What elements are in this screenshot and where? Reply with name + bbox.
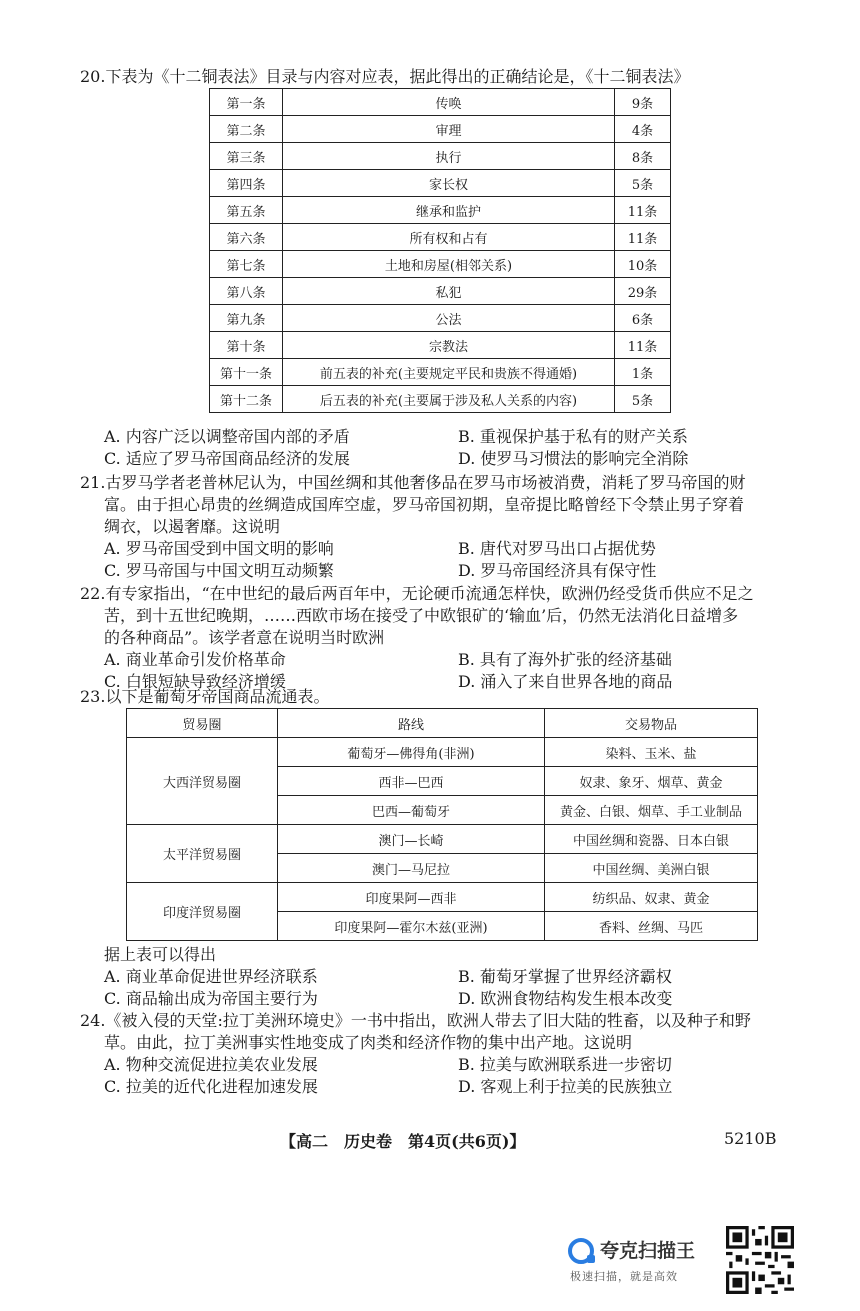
article-number: 第一条 <box>210 89 283 116</box>
article-number: 第十二条 <box>210 386 283 413</box>
q22-option-d: D. 涌入了来自世界各地的商品 <box>458 672 673 691</box>
table-row <box>210 89 671 116</box>
article-content: 私犯 <box>283 278 615 305</box>
q24-option-c: C. 拉美的近代化进程加速发展 <box>104 1077 318 1096</box>
page-footer: 【高二 历史卷 第4页(共6页)】 <box>280 1132 526 1151</box>
clause-count: 9条 <box>615 89 671 116</box>
goods-cell: 染料、玉米、盐 <box>545 738 758 767</box>
table-row <box>210 143 671 170</box>
article-number: 第六条 <box>210 224 283 251</box>
article-number: 第三条 <box>210 143 283 170</box>
q20-table <box>209 88 671 413</box>
article-content: 传唤 <box>283 89 615 116</box>
circle-atlantic: 大西洋贸易圈 <box>127 738 278 825</box>
goods-cell: 中国丝绸、美洲白银 <box>545 854 758 883</box>
table-row <box>210 116 671 143</box>
route-cell: 葡萄牙—佛得角(非洲) <box>278 738 545 767</box>
q21-stem-line3: 绸衣，以遏奢靡。这说明 <box>104 517 281 536</box>
q22-option-b: B. 具有了海外扩张的经济基础 <box>458 650 672 669</box>
route-cell: 印度果阿—霍尔木兹(亚洲) <box>278 912 545 941</box>
q22-stem-line1: 22.有专家指出，“在中世纪的最后两百年中，无论硬币流通怎样快，欧洲仍经受货币供应不足之 <box>80 584 754 603</box>
article-number: 第十一条 <box>210 359 283 386</box>
circle-indian: 印度洋贸易圈 <box>127 883 278 941</box>
table-row <box>210 278 671 305</box>
q20-option-a: A. 内容广泛以调整帝国内部的矛盾 <box>104 427 350 446</box>
article-number: 第四条 <box>210 170 283 197</box>
article-content: 执行 <box>283 143 615 170</box>
q21-stem-line2: 富。由于担心昂贵的丝绸造成国库空虚，罗马帝国初期，皇帝提比略曾经下令禁止男子穿着 <box>104 495 745 514</box>
table-header-goods: 交易物品 <box>545 709 758 738</box>
table-row <box>210 224 671 251</box>
q21-option-d: D. 罗马帝国经济具有保守性 <box>458 561 657 580</box>
q20-stem: 20.下表为《十二铜表法》目录与内容对应表，据此得出的正确结论是，《十二铜表法》 <box>80 67 690 86</box>
article-content: 宗教法 <box>283 332 615 359</box>
table-row <box>210 197 671 224</box>
quark-logo-icon <box>568 1238 594 1264</box>
table-row <box>210 305 671 332</box>
clause-count: 5条 <box>615 170 671 197</box>
article-number: 第五条 <box>210 197 283 224</box>
q24-option-b: B. 拉美与欧洲联系进一步密切 <box>458 1055 672 1074</box>
table-row <box>210 386 671 413</box>
table-header-circle: 贸易圈 <box>127 709 278 738</box>
article-content: 土地和房屋(相邻关系) <box>283 251 615 278</box>
article-content: 后五表的补充(主要属于涉及私人关系的内容) <box>283 386 615 413</box>
route-cell: 澳门—长崎 <box>278 825 545 854</box>
circle-pacific: 太平洋贸易圈 <box>127 825 278 883</box>
watermark-name: 夸克扫描王 <box>600 1240 696 1262</box>
clause-count: 5条 <box>615 386 671 413</box>
q21-stem-line1: 21.古罗马学者老普林尼认为，中国丝绸和其他奢侈品在罗马市场被消费，消耗了罗马帝国的财 <box>80 473 746 492</box>
qr-code-icon <box>726 1226 794 1294</box>
clause-count: 10条 <box>615 251 671 278</box>
watermark-slogan: 极速扫描，就是高效 <box>570 1270 678 1283</box>
article-number: 第十条 <box>210 332 283 359</box>
q20-option-b: B. 重视保护基于私有的财产关系 <box>458 427 688 446</box>
table-header-route: 路线 <box>278 709 545 738</box>
route-cell: 西非—巴西 <box>278 767 545 796</box>
q24-option-a: A. 物种交流促进拉美农业发展 <box>104 1055 318 1074</box>
goods-cell: 奴隶、象牙、烟草、黄金 <box>545 767 758 796</box>
article-content: 前五表的补充(主要规定平民和贵族不得通婚) <box>283 359 615 386</box>
q23-stem: 23.以下是葡萄牙帝国商品流通表。 <box>80 687 330 706</box>
q22-stem-line2: 苦，到十五世纪晚期，……西欧市场在接受了中欧银矿的‘输血’后，仍然无法消化日益增多 <box>104 606 739 625</box>
q22-option-a: A. 商业革命引发价格革命 <box>104 650 286 669</box>
table-row <box>210 251 671 278</box>
q23-option-c: C. 商品输出成为帝国主要行为 <box>104 989 318 1008</box>
route-cell: 印度果阿—西非 <box>278 883 545 912</box>
article-content: 公法 <box>283 305 615 332</box>
q20-option-d: D. 使罗马习惯法的影响完全消除 <box>458 449 689 468</box>
paper-code: 5210B <box>724 1129 777 1148</box>
q24-stem-line1: 24.《被入侵的天堂:拉丁美洲环境史》一书中指出，欧洲人带去了旧大陆的牲畜，以及种子和野 <box>80 1011 751 1030</box>
q24-option-d: D. 客观上利于拉美的民族独立 <box>458 1077 673 1096</box>
clause-count: 11条 <box>615 224 671 251</box>
table-row <box>210 332 671 359</box>
clause-count: 11条 <box>615 197 671 224</box>
q22-stem-line3: 的各种商品”。该学者意在说明当时欧洲 <box>104 628 385 647</box>
q22-option-c: C. 白银短缺导致经济增缓 <box>104 672 286 691</box>
clause-count: 11条 <box>615 332 671 359</box>
goods-cell: 纺织品、奴隶、黄金 <box>545 883 758 912</box>
scanner-watermark <box>568 1236 708 1288</box>
article-content: 所有权和占有 <box>283 224 615 251</box>
clause-count: 4条 <box>615 116 671 143</box>
q23-option-a: A. 商业革命促进世界经济联系 <box>104 967 318 986</box>
route-cell: 澳门—马尼拉 <box>278 854 545 883</box>
table-row <box>210 359 671 386</box>
article-content: 审理 <box>283 116 615 143</box>
article-content: 家长权 <box>283 170 615 197</box>
q21-option-c: C. 罗马帝国与中国文明互动频繁 <box>104 561 334 580</box>
q24-stem-line2: 草。由此，拉丁美洲事实性地变成了肉类和经济作物的集中出产地。这说明 <box>104 1033 633 1052</box>
q21-option-b: B. 唐代对罗马出口占据优势 <box>458 539 656 558</box>
q23-option-b: B. 葡萄牙掌握了世界经济霸权 <box>458 967 672 986</box>
q23-option-d: D. 欧洲食物结构发生根本改变 <box>458 989 673 1008</box>
article-number: 第二条 <box>210 116 283 143</box>
route-cell: 巴西—葡萄牙 <box>278 796 545 825</box>
table-row <box>210 170 671 197</box>
q23-table <box>126 708 758 941</box>
clause-count: 8条 <box>615 143 671 170</box>
clause-count: 1条 <box>615 359 671 386</box>
clause-count: 6条 <box>615 305 671 332</box>
goods-cell: 中国丝绸和瓷器、日本白银 <box>545 825 758 854</box>
goods-cell: 香料、丝绸、马匹 <box>545 912 758 941</box>
article-number: 第七条 <box>210 251 283 278</box>
article-number: 第八条 <box>210 278 283 305</box>
q20-option-c: C. 适应了罗马帝国商品经济的发展 <box>104 449 350 468</box>
q23-after-text: 据上表可以得出 <box>104 945 217 964</box>
goods-cell: 黄金、白银、烟草、手工业制品 <box>545 796 758 825</box>
article-number: 第九条 <box>210 305 283 332</box>
clause-count: 29条 <box>615 278 671 305</box>
article-content: 继承和监护 <box>283 197 615 224</box>
q21-option-a: A. 罗马帝国受到中国文明的影响 <box>104 539 334 558</box>
